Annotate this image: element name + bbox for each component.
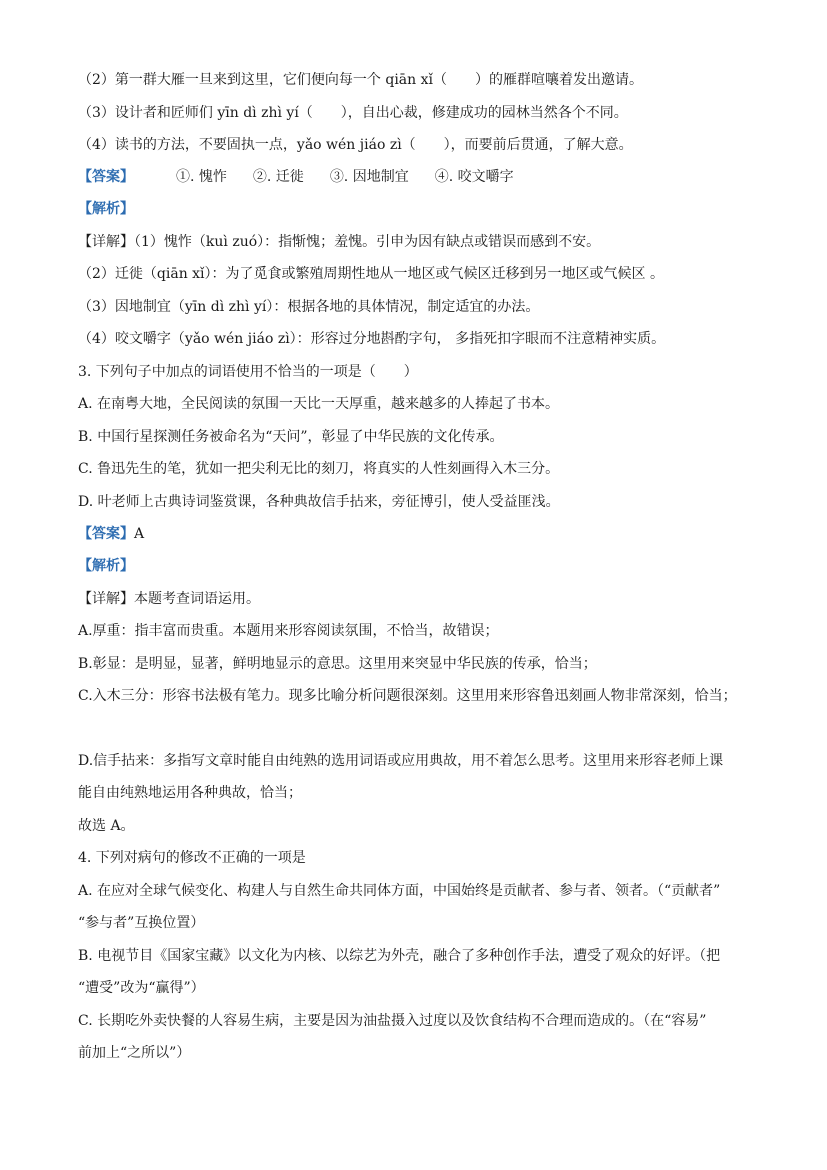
q3-option-b: B. 中国行星探测任务被命名为“天问”，彰显了中华民族的文化传承。 [78, 429, 504, 445]
answer-item: ③. 因地制宜 [329, 169, 409, 185]
q3-explain-c: C.入木三分：形容书法极有笔力。现多比喻分析问题很深刻。这里用来形容鲁迅刻画人物非常深刻，恰当； [78, 688, 737, 704]
q3-explain-d-2: 能自由纯熟地运用各种典故，恰当； [78, 785, 302, 801]
q3-answer-line [78, 524, 787, 544]
q3-option-c: C. 鲁迅先生的笔，犹如一把尖利无比的刻刀，将真实的人性刻画得入木三分。 [78, 461, 560, 477]
q3-option-d: D. 叶老师上古典诗词鉴赏课，各种典故信手拈来，旁征博引，使人受益匪浅。 [78, 494, 560, 510]
q4-option-c-2: 前加上“之所以”） [78, 1045, 191, 1061]
q2-detail-4: （4）咬文嚼字（yǎo wén jiáo zì）：形容过分地斟酌字句， 多指死扣字眼而不注意精神实质。 [78, 331, 666, 347]
q3-option-a: A. 在南粤大地，全民阅读的氛围一天比一天厚重，越来越多的人捧起了书本。 [78, 396, 560, 412]
q2-line-3: （3）设计者和匠师们 yīn dì zhì yí（ ），自出心裁，修建成功的园林当然各个不同。 [78, 105, 628, 121]
detail-text: 本题考查词语运用。 [134, 591, 260, 607]
answer-label: 【答案】 [78, 169, 134, 185]
q3-explain-a: A.厚重：指丰富而贵重。本题用来形容阅读氛围，不恰当，故错误； [78, 623, 499, 639]
answer-label: 【答案】 [78, 526, 134, 542]
q3-stem: 3. 下列句子中加点的词语使用不恰当的一项是（ ） [78, 364, 418, 380]
detail-text: （1）愧怍（kuì zuó）：指惭愧；羞愧。引申为因有缺点或错误而感到不安。 [134, 234, 601, 250]
q4-option-a-2: “参与者”互换位置） [78, 915, 205, 931]
q4-option-a-1: A. 在应对全球气候变化、构建人与自然生命共同体方面，中国始终是贡献者、参与者、领者。（“贡献者” [78, 883, 721, 899]
answer-item: ②. 迁徙 [252, 169, 304, 185]
q4-option-b-1: B. 电视节目《国家宝藏》以文化为内核、以综艺为外壳，融合了多种创作手法，遭受了观众的好评。（把 [78, 948, 721, 964]
q4-stem: 4. 下列对病句的修改不正确的一项是 [78, 850, 306, 866]
answer-value: A [134, 526, 145, 542]
analysis-label: 【解析】 [78, 558, 134, 574]
q3-analysis-label [78, 556, 787, 576]
q2-line-4: （4）读书的方法，不要固执一点，yǎo wén jiáo zì（ ），而要前后贯通，了解大意。 [78, 137, 633, 153]
q2-detail-2: （2）迁徙（qiān xǐ）：为了觅食或繁殖周期性地从一地区或气候区迁移到另一地区或气候区 。 [78, 266, 664, 282]
q2-detail-3: （3）因地制宜（yīn dì zhì yí）：根据各地的具体情况，制定适宜的办法。 [78, 299, 540, 315]
answer-item: ④. 咬文嚼字 [434, 169, 514, 185]
analysis-label: 【解析】 [78, 201, 134, 217]
q2-detail-1 [78, 232, 787, 252]
q2-answer-line [78, 167, 787, 187]
q2-line-2: （2）第一群大雁一旦来到这里，它们便向每一个 qiān xǐ（ ）的雁群喧嚷着发出邀请。 [78, 72, 643, 88]
q3-detail [78, 589, 787, 609]
detail-label: 【详解】 [78, 591, 134, 607]
q3-explain-b: B.彰显：是明显，显著，鲜明地显示的意思。这里用来突显中华民族的传承，恰当； [78, 656, 597, 672]
q2-analysis-label [78, 199, 787, 219]
q3-conclusion: 故选 A。 [78, 818, 135, 834]
q4-option-b-2: “遭受”改为“赢得”） [78, 980, 205, 996]
answer-item: ①. 愧怍 [176, 169, 227, 185]
q3-explain-d-1: D.信手拈来：多指写文章时能自由纯熟的选用词语或应用典故，用不着怎么思考。这里用来形容老师上课 [78, 753, 724, 769]
q4-option-c-1: C. 长期吃外卖快餐的人容易生病，主要是因为油盐摄入过度以及饮食结构不合理而造成的。（在“容易” [78, 1013, 707, 1029]
detail-label: 【详解】 [78, 234, 134, 250]
